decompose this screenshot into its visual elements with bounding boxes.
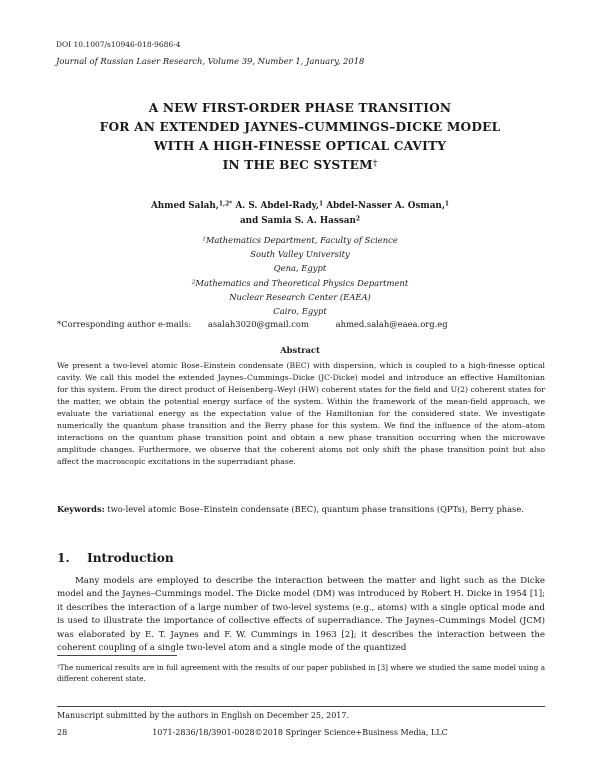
email-prefix: *Corresponding author e-mails: <box>57 319 192 329</box>
affiliation-text: Mathematics Department, Faculty of Science <box>205 235 398 245</box>
author-list <box>0 199 600 229</box>
affiliation-line <box>0 233 600 247</box>
footnote-mark: † <box>57 663 60 670</box>
footnote <box>57 662 545 684</box>
keywords-text: two-level atomic Bose–Einstein condensate (BEC), quantum phase transitions (QPTs), Berry phase. <box>107 504 524 514</box>
title-line: FOR AN EXTENDED JAYNES–CUMMINGS–DICKE MODEL <box>99 120 501 134</box>
footnote-divider <box>57 655 177 656</box>
section-number: 1. <box>57 551 70 565</box>
affiliation-line <box>0 276 600 290</box>
affiliation-1 <box>0 233 600 275</box>
section-heading <box>57 551 174 565</box>
author-affiliation-mark: 1,2* <box>218 200 233 208</box>
affiliation-mark: 2 <box>191 279 196 286</box>
author-line <box>0 199 600 214</box>
title-line: WITH A HIGH-FINESSE OPTICAL CAVITY <box>153 139 447 153</box>
abstract-text: We present a two-level atomic Bose–Einstein condensate (BEC) with dispersion, which is coupled to a high-finesse optical cavity. We call this model the extended Jaynes–Cummings–Dicke (JC-Dicke) model and introduce an effective Hamiltonian for this system. From the direct product of Heisenberg–Weyl (HW) coherent states for the field and U(2) coherent states for the matter, we obtain the potential energy surface of the system. Within the framework of the mean-field approach, we evaluate the variational energy as the expectation value of the Hamiltonian for the considered state. We investigate numerically the quantum phase transition and the Berry phase for this system. We find the influence of the atom–atom interactions on the quantum phase transition point and obtain a new phase transition occurring when the microwave amplitude changes. Furthermore, we observe that the coherent atoms not only shift the phase transition point but also affect the macroscopic excitations in the superradiant phase. <box>57 361 545 467</box>
title-footnote-mark: † <box>372 157 378 168</box>
copyright-line: 1071-2836/18/3901-0028©2018 Springer Science+Business Media, LLC <box>152 728 448 737</box>
abstract-heading: Abstract <box>280 345 320 355</box>
author-name: Abdel-Nasser A. Osman, <box>323 201 445 211</box>
manuscript-note: Manuscript submitted by the authors in English on December 25, 2017. <box>57 711 350 720</box>
title-line <box>0 156 600 175</box>
keywords-label: Keywords: <box>57 504 105 514</box>
author-name: A. S. Abdel-Rady, <box>232 201 319 211</box>
footnote-text: The numerical results are in full agreement with the results of our paper published in [3] where we studied the same model using a different coherent state. <box>57 663 546 683</box>
keywords <box>57 503 545 516</box>
title-line-text: IN THE BEC SYSTEM <box>222 158 373 172</box>
email-link[interactable]: asalah3020@gmail.com <box>207 319 309 329</box>
affiliation-line: Qena, Egypt <box>273 263 327 273</box>
affiliation-line: Nuclear Research Center (EAEA) <box>229 292 371 302</box>
page-number: 28 <box>57 728 68 737</box>
section-title: Introduction <box>87 551 174 565</box>
affiliation-mark: 1 <box>202 236 206 243</box>
affiliation-2 <box>0 276 600 318</box>
paper-title <box>0 99 600 175</box>
author-name: and Samia S. A. Hassan <box>239 216 356 226</box>
author-affiliation-mark: 1 <box>318 200 324 208</box>
intro-paragraph: Many models are employed to describe the interaction between the matter and light such as the Dicke model and the Jaynes–Cummings model. The Dicke model (DM) was introduced by Robert H. Dicke in 1954 [1]; it describes the interaction of a large number of two-level systems (e.g., atoms) with a single optical mode and is used to illustrate the importance of collective effects of superradiance. The Jaynes–Cummings Model (JCM) was elaborated by E. T. Jaynes and F. W. Cummings in 1963 [2]; it describes the interaction between the coherent coupling of a single two-level atom and a single mode of the quantized <box>57 576 545 654</box>
author-affiliation-mark: 1 <box>444 200 450 208</box>
author-line <box>0 214 600 229</box>
affiliation-line: Cairo, Egypt <box>273 306 327 316</box>
corresponding-emails <box>57 319 547 329</box>
author-name: Ahmed Salah, <box>150 201 219 211</box>
affiliation-text: Mathematics and Theoretical Physics Department <box>195 278 409 288</box>
affiliation-line: South Valley University <box>250 249 350 259</box>
footer-divider <box>57 706 545 707</box>
title-line: A NEW FIRST-ORDER PHASE TRANSITION <box>148 101 452 115</box>
author-affiliation-mark: 2 <box>355 215 361 223</box>
journal-citation: Journal of Russian Laser Research, Volume 39, Number 1, January, 2018 <box>56 56 365 66</box>
email-link[interactable]: ahmed.salah@eaea.org.eg <box>335 319 448 329</box>
doi-line: DOI 10.1007/s10946-018-9686-4 <box>56 40 181 49</box>
